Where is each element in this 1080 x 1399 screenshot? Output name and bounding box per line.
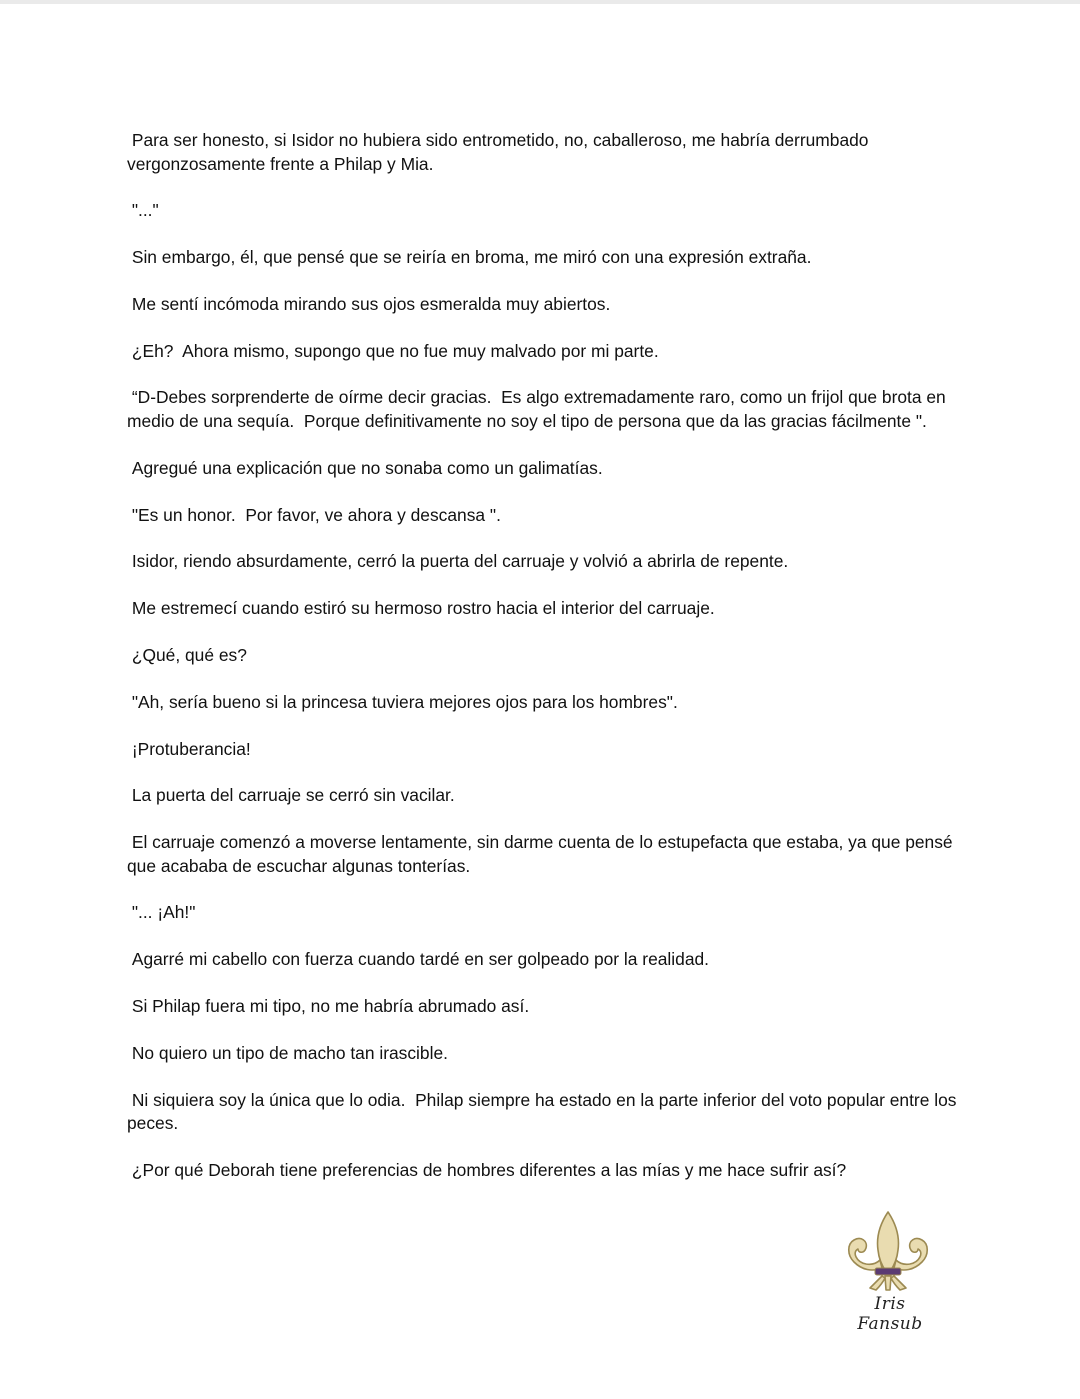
paragraph-2: "..." (127, 200, 159, 221)
paragraph-15: El carruaje comenzó a moverse lentamente, sin darme cuenta de lo estupefacta que estaba, ya que pensé que acababa de escuchar algunas tonterías. (127, 832, 958, 876)
paragraph-20: Ni siquiera soy la única que lo odia. Philap siempre ha estado en la parte inferior del voto popular entre los peces. (127, 1089, 962, 1134)
watermark-text: Iris Fansub (857, 1294, 923, 1334)
paragraph-17: Agarré mi cabello con fuerza cuando tardé en ser golpeado por la realidad. (127, 949, 709, 970)
paragraph-18: Si Philap fuera mi tipo, no me habría abrumado así. (127, 996, 530, 1017)
paragraph-16: "... ¡Ah!" (127, 902, 196, 923)
paragraph-10: Me estremecí cuando estiró su hermoso rostro hacia el interior del carruaje. (127, 598, 715, 619)
paragraph-7: Agregué una explicación que no sonaba como un galimatías. (127, 457, 603, 478)
paragraph-3: Sin embargo, él, que pensé que se reiría en broma, me miró con una expresión extraña. (127, 247, 812, 268)
paragraph-13: ¡Protuberancia! (127, 738, 251, 759)
paragraph-6: “D-Debes sorprenderte de oírme decir gracias. Es algo extremadamente raro, como un frijol que brota en medio de una sequía. Porque definitivamente no soy el tipo de persona que da las gracias fácilmente ". (127, 387, 951, 431)
fleur-de-lis-icon (844, 1210, 932, 1292)
paragraph-5: ¿Eh? Ahora mismo, supongo que no fue muy malvado por mi parte. (127, 340, 659, 361)
paragraph-4: Me sentí incómoda mirando sus ojos esmeralda muy abiertos. (127, 293, 611, 314)
paragraph-9: Isidor, riendo absurdamente, cerró la puerta del carruaje y volvió a abrirla de repente. (127, 551, 789, 572)
paragraph-11: ¿Qué, qué es? (127, 644, 247, 665)
paragraph-19: No quiero un tipo de macho tan irascible. (127, 1042, 448, 1063)
paragraph-21: ¿Por qué Deborah tiene preferencias de hombres diferentes a las mías y me hace sufrir así? (127, 1159, 847, 1180)
watermark-logo (840, 1210, 940, 1334)
top-border (0, 0, 1080, 4)
document-body (127, 129, 962, 1206)
paragraph-12: "Ah, sería bueno si la princesa tuviera mejores ojos para los hombres". (127, 691, 678, 712)
paragraph-1: Para ser honesto, si Isidor no hubiera sido entrometido, no, caballeroso, me habría derrumbado vergonzosamente frente a Philap y Mia. (127, 130, 874, 174)
paragraph-14: La puerta del carruaje se cerró sin vacilar. (127, 785, 455, 806)
paragraph-8: "Es un honor. Por favor, ve ahora y descansa ". (127, 504, 501, 525)
